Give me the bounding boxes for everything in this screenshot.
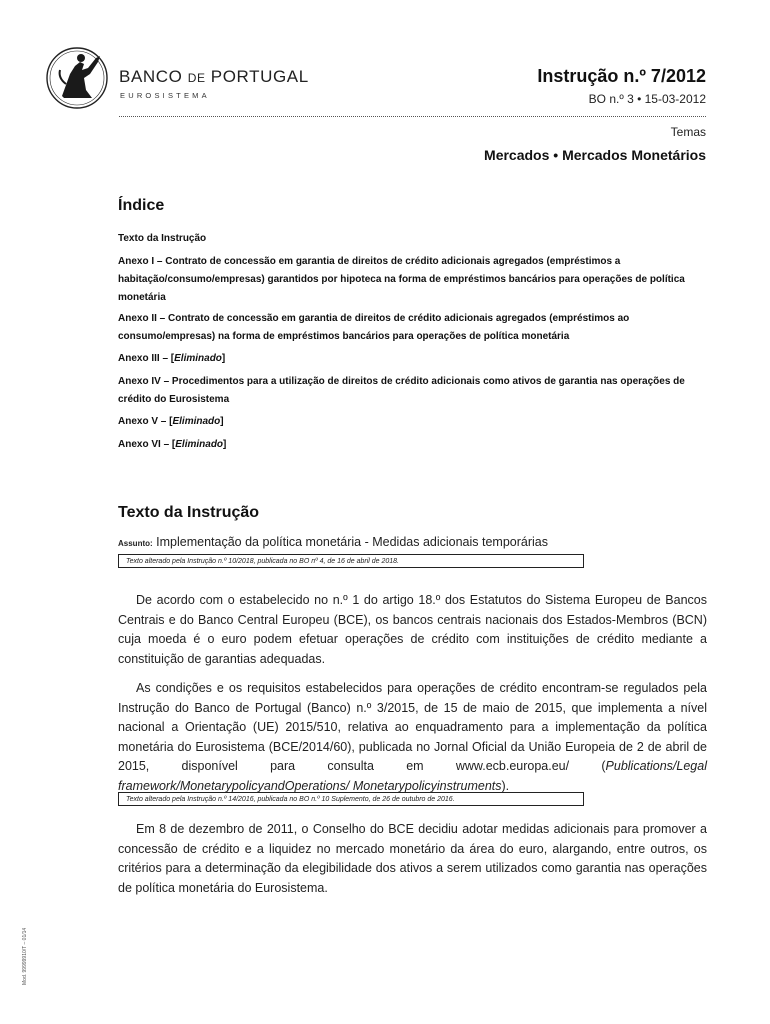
amendment-note: Texto alterado pela Instrução n.º 14/2016, publicada no BO n.º 10 Suplemento, de 26 de outubro de 2016. <box>118 792 584 806</box>
bo-reference: BO n.º 3 • 15-03-2012 <box>588 92 706 106</box>
assunto-line: Assunto: Implementação da política monetária - Medidas adicionais temporárias <box>118 535 549 549</box>
index-item-anexo-5[interactable]: Anexo V – [Eliminado] <box>118 416 224 427</box>
index-item-anexo-2[interactable]: Anexo II – Contrato de concessão em garantia de direitos de crédito adicionais agregados (empréstimos ao consumo/empresas) na forma de empréstimos bancários para operações de política monetária <box>118 313 630 342</box>
index-heading: Índice <box>118 197 165 214</box>
index-item-anexo-3[interactable]: Anexo III – [Eliminado] <box>118 353 226 364</box>
index-item-anexo-4[interactable]: Anexo IV – Procedimentos para a utilização de direitos de crédito adicionais como ativos de garantia nas operações de crédito do Eurosistema <box>118 376 685 405</box>
paragraph-3: Em 8 de dezembro de 2011, o Conselho do BCE decidiu adotar medidas adicionais para promover a concessão de crédito e a liquidez no mercado monetário da área do euro, alargando, entre outros, os critérios para a determinação da elegibilidade dos ativos a serem utilizados como garantia nas operações de política monetária do Eurosistema. <box>118 822 707 895</box>
document-code: Mod. 99999910/T – 01/14 <box>22 927 28 985</box>
section-heading: Texto da Instrução <box>118 504 260 521</box>
temas-label: Temas <box>670 125 706 139</box>
index-item-texto[interactable]: Texto da Instrução <box>118 233 207 244</box>
bank-subtitle: EUROSISTEMA <box>120 91 210 100</box>
temas-value: Mercados • Mercados Monetários <box>484 147 706 163</box>
header-divider <box>119 116 706 117</box>
instruction-title: Instrução n.º 7/2012 <box>537 66 706 86</box>
index-item-anexo-1[interactable]: Anexo I – Contrato de concessão em garantia de direitos de crédito adicionais agregados (empréstimos a habitação/consumo/empresas) garantidos por hipoteca na forma de empréstimos bancários para operações de política monetária <box>118 256 685 303</box>
paragraph-1: De acordo com o estabelecido no n.º 1 do artigo 18.º dos Estatutos do Sistema Europeu de Bancos Centrais e do Banco Central Europeu (BCE), os bancos centrais nacionais dos Estados-Membros (BCN) cuja moeda é o euro podem efetuar operações de crédito com instituições de crédito mediante a constituição de garantias adequadas. <box>118 593 707 666</box>
index-item-anexo-6[interactable]: Anexo VI – [Eliminado] <box>118 439 227 450</box>
bank-name: BANCO DE PORTUGAL <box>119 67 309 86</box>
paragraph-2: As condições e os requisitos estabelecidos para operações de crédito encontram-se regulados pela Instrução do Banco de Portugal (Banco) n.º 3/2015, de 15 de maio de 2015, que implementa a nível nacional a Orientação (UE) 2015/510, relativa ao enquadramento para a implementação da política monetária do Eurosistema (BCE/2014/60), publicada no Jornal Oficial da União Europeia de 2 de abril de 2015, disponível para consulta em www.ecb.europa.eu/ (Publications/Legal framework/MonetarypolicyandOperations/ Monetarypolicyinstruments). <box>118 681 707 793</box>
amendment-note: Texto alterado pela Instrução n.º 10/2018, publicada no BO nº 4, de 16 de abril de 2018. <box>118 554 584 568</box>
banco-de-portugal-logo-icon <box>44 44 114 110</box>
